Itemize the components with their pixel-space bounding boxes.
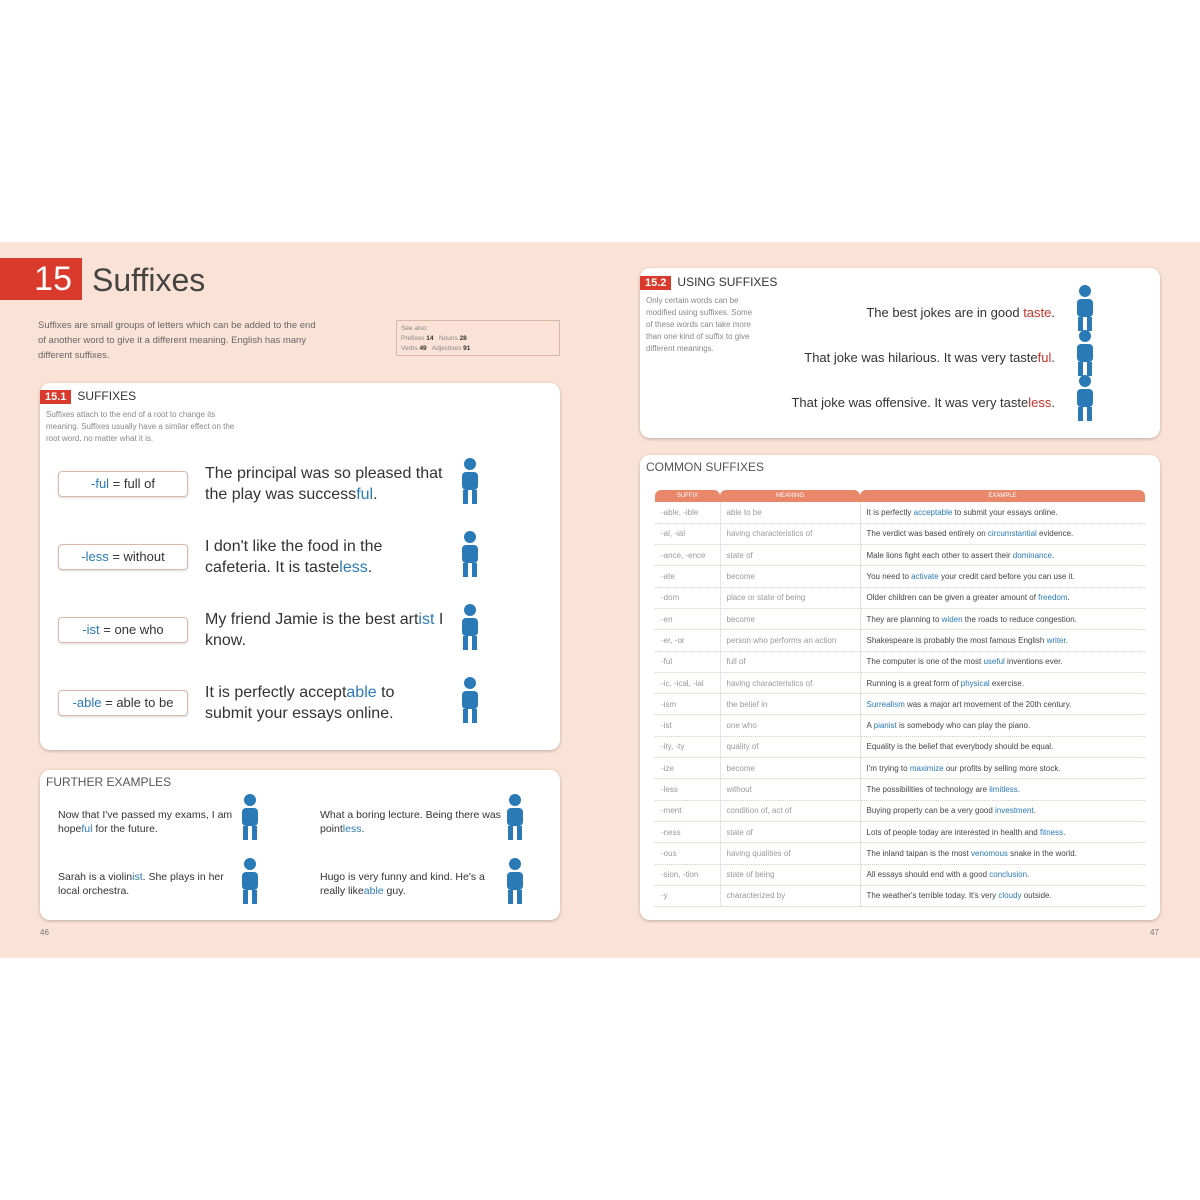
example-cell [860, 736, 1145, 757]
example-highlight: investment [995, 806, 1034, 816]
using-suffix-sentence [791, 396, 1055, 410]
further-examples-panel [40, 770, 560, 920]
further-example [320, 870, 510, 898]
meaning-cell: state of [720, 821, 860, 842]
suffix-cell: -al, -ial [655, 523, 720, 544]
example-highlight: physical [960, 678, 990, 688]
suffix-pill [58, 544, 188, 570]
meaning-cell: state of [720, 545, 860, 566]
section-15-2-panel [640, 268, 1160, 438]
common-title: COMMON SUFFIXES [646, 460, 765, 474]
table-row [655, 566, 1145, 587]
sentence-text: . [1051, 395, 1055, 410]
table-row [655, 843, 1145, 864]
sentence-text: The principal was so pleased that the play was success [205, 465, 443, 503]
example-text: exercise. [989, 678, 1024, 688]
meaning-cell: characterized by [720, 885, 860, 906]
suffix-cell: -dom [655, 587, 720, 608]
suffix-pill [58, 617, 188, 643]
table-row [655, 821, 1145, 842]
header-meaning: MEANING [720, 490, 860, 502]
further-example [58, 870, 248, 898]
suffix-cell: -en [655, 608, 720, 629]
further-example [58, 808, 248, 836]
example-text: Equality is the belief that everybody should be equal. [866, 742, 1054, 752]
example-cell [860, 630, 1145, 651]
example-text: The possibilities of technology are [866, 785, 990, 794]
suffix-highlight: ful [81, 823, 93, 835]
see-also-num: 14 [426, 335, 434, 342]
example-text: evidence. [1036, 529, 1074, 539]
example-text: I'm trying to [866, 763, 910, 773]
table-row [655, 864, 1145, 885]
example-highlight: freedom [1038, 593, 1068, 603]
example-highlight: useful [983, 657, 1005, 667]
sentence-text: I don't like the food in the cafeteria. It is taste [205, 538, 383, 576]
suffix-highlight: able [346, 684, 377, 701]
sentence-text: . [367, 559, 373, 576]
sentence-text: . She plays in her local orchestra. [58, 871, 224, 897]
further-example [320, 808, 510, 836]
example-text: Older children can be given a greater amount of [866, 593, 1039, 603]
meaning-cell: condition of, act of [720, 800, 860, 821]
suffix-label: -less [81, 549, 109, 564]
section-intro: Suffixes attach to the end of a root to change its meaning. Suffixes usually have a similar effect on the root word, no matter what it is. [46, 410, 235, 443]
example-cell [860, 864, 1145, 885]
table-row [655, 672, 1145, 693]
illustration-icon [450, 602, 490, 657]
example-sentence [205, 463, 445, 505]
suffix-highlight: ful [1037, 350, 1052, 365]
see-also-label: See also: [401, 325, 429, 332]
table-row [655, 758, 1145, 779]
table-row [655, 694, 1145, 715]
example-highlight: widen [941, 614, 963, 624]
table-row [655, 715, 1145, 736]
suffix-cell: -er, -or [655, 630, 720, 651]
meaning-cell: able to be [720, 502, 860, 523]
header-suffix: SUFFIX [655, 490, 720, 502]
example-highlight: acceptable [913, 507, 953, 517]
example-highlight: circumstantial [987, 529, 1037, 539]
illustration-icon [230, 856, 270, 911]
example-text: outside. [1021, 891, 1052, 901]
header-example: EXAMPLE [860, 490, 1145, 502]
example-text: . [1063, 827, 1066, 837]
suffix-cell: -ism [655, 694, 720, 715]
example-text: They are planning to [866, 614, 942, 624]
suffix-cell: -ous [655, 843, 720, 864]
further-title: FURTHER EXAMPLES [46, 775, 172, 789]
see-also-item: Adjectives [431, 345, 462, 352]
suffix-cell: -able, -ible [655, 502, 720, 523]
example-text: The computer is one of the most [866, 657, 984, 667]
example-highlight: venomous [971, 848, 1008, 858]
example-highlight: fitness [1039, 827, 1064, 837]
section-badge: 15.2 [640, 276, 671, 290]
example-cell [860, 800, 1145, 821]
suffix-highlight: less [339, 559, 368, 576]
example-cell [860, 545, 1145, 566]
meaning-cell: become [720, 566, 860, 587]
section-title: USING SUFFIXES [677, 275, 778, 289]
illustration-icon [450, 529, 490, 584]
example-text: Male lions fight each other to assert their [866, 550, 1013, 560]
table-row [655, 651, 1145, 672]
using-suffix-sentence [804, 351, 1055, 365]
example-highlight: writer [1046, 635, 1066, 645]
example-text: . [1051, 550, 1055, 560]
example-cell [860, 523, 1145, 544]
example-text: . [1065, 635, 1068, 645]
table-row [655, 630, 1145, 651]
see-also-box [396, 320, 560, 356]
sentence-text: for the future. [92, 823, 158, 835]
example-cell [860, 885, 1145, 906]
suffix-highlight: less [1028, 395, 1052, 410]
sentence-text: guy. [383, 885, 406, 897]
example-text: was a major art movement of the 20th century. [904, 699, 1072, 709]
example-cell [860, 715, 1145, 736]
example-text: your credit card before you can use it. [938, 572, 1075, 582]
meaning-cell: become [720, 758, 860, 779]
example-highlight: dominance [1012, 550, 1052, 560]
page-number-left: 46 [40, 928, 49, 937]
meaning-cell: person who performs an action [720, 630, 860, 651]
meaning-cell: without [720, 779, 860, 800]
meaning-cell: full of [720, 651, 860, 672]
suffix-pill [58, 690, 188, 716]
sentence-text: What a boring lecture. Being there was point [320, 809, 501, 835]
meaning-cell: one who [720, 715, 860, 736]
example-highlight: limitless [989, 785, 1018, 794]
chapter-intro: Suffixes are small groups of letters which can be added to the end of another word to give it a different meaning. English has many different suffixes. [38, 320, 316, 361]
see-also-item: Prefixes [401, 335, 425, 342]
suffix-pill [58, 471, 188, 497]
suffix-cell: -ize [655, 758, 720, 779]
suffix-label: -ist [82, 622, 100, 637]
example-text: The verdict was based entirely on [866, 529, 988, 539]
table-row [655, 545, 1145, 566]
table-row [655, 587, 1145, 608]
suffix-cell: -ful [655, 651, 720, 672]
example-text: . [1033, 806, 1036, 816]
example-cell [860, 587, 1145, 608]
table-row [655, 736, 1145, 757]
example-text: . [1027, 870, 1030, 880]
illustration-icon [495, 856, 535, 911]
suffix-cell: -ity, -ty [655, 736, 720, 757]
suffix-cell: -sion, -tion [655, 864, 720, 885]
meaning-cell: state of being [720, 864, 860, 885]
meaning-cell: having characteristics of [720, 523, 860, 544]
suffix-cell: -ness [655, 821, 720, 842]
example-highlight: Surrealism [866, 699, 905, 709]
example-text: All essays should end with a good [866, 870, 990, 880]
page-number-right: 47 [1150, 928, 1159, 937]
suffix-highlight: ist [418, 611, 435, 628]
table-row [655, 523, 1145, 544]
meaning-cell: place or state of being [720, 587, 860, 608]
suffix-cell: -y [655, 885, 720, 906]
suffix-meaning: = able to be [101, 695, 174, 710]
example-text: inventions ever. [1004, 657, 1063, 667]
suffix-highlight: able [363, 885, 384, 897]
suffix-cell: -ance, -ence [655, 545, 720, 566]
using-suffix-sentence [866, 306, 1055, 320]
example-text: You need to [866, 572, 912, 582]
sentence-text: Sarah is a violin [58, 871, 133, 883]
sentence-text: It is perfectly accept [205, 684, 347, 701]
suffix-highlight: taste [1023, 305, 1052, 320]
example-text: The inland taipan is the most [866, 848, 972, 858]
illustration-icon [450, 456, 490, 511]
example-highlight: conclusion [989, 870, 1028, 880]
suffix-meaning: = one who [99, 622, 164, 637]
example-text: It is perfectly [866, 507, 914, 517]
sentence-text: . [373, 486, 378, 503]
example-sentence [205, 682, 445, 724]
example-cell [860, 694, 1145, 715]
example-cell [860, 566, 1145, 587]
example-text: . [1017, 785, 1020, 794]
example-cell [860, 843, 1145, 864]
meaning-cell: quality of [720, 736, 860, 757]
example-cell [860, 672, 1145, 693]
example-cell [860, 821, 1145, 842]
example-text: our profits by selling more stock. [943, 763, 1061, 773]
suffix-label: -able [72, 695, 102, 710]
example-text: Lots of people today are interested in health and [866, 827, 1040, 837]
sentence-text: Now that I've passed my exams, I am hope [58, 809, 233, 835]
table-row [655, 608, 1145, 629]
table-row [655, 502, 1145, 523]
suffix-highlight: ful [356, 486, 374, 503]
chapter-number: 15 [0, 258, 82, 300]
see-also-item: Nouns [438, 335, 458, 342]
suffix-label: -ful [91, 476, 110, 491]
example-cell [860, 779, 1145, 800]
sentence-text: Hugo is very funny and kind. He's a really like [320, 871, 485, 897]
example-text: Running is a great form of [866, 678, 961, 688]
example-text: Shakespeare is probably the most famous English [866, 635, 1047, 645]
example-highlight: pianist [873, 721, 897, 731]
section-badge: 15.1 [40, 390, 71, 404]
table-row [655, 779, 1145, 800]
example-text: snake in the world. [1007, 848, 1077, 858]
section-15-1-panel [40, 383, 560, 750]
example-highlight: cloudy [998, 891, 1022, 901]
see-also-num: 28 [459, 335, 467, 342]
illustration-icon [1065, 373, 1105, 428]
section-intro: Only certain words can be modified using suffixes. Some of these words can take more than one kind of suffix to give different meanings. [646, 296, 753, 353]
sentence-text: That joke was hilarious. It was very taste [804, 350, 1038, 365]
table-row [655, 885, 1145, 906]
example-sentence [205, 536, 445, 578]
sentence-text: . [1051, 305, 1055, 320]
illustration-icon [450, 675, 490, 730]
example-text: Buying property can be a very good [866, 806, 996, 816]
see-also-num: 49 [419, 345, 427, 352]
sentence-text: That joke was offensive. It was very taste [791, 395, 1029, 410]
suffix-cell: -ate [655, 566, 720, 587]
sentence-text: The best jokes are in good [866, 305, 1024, 320]
sentence-text: I know. [205, 611, 444, 649]
illustration-icon [230, 792, 270, 847]
sentence-text: . [1051, 350, 1055, 365]
illustration-icon [495, 792, 535, 847]
meaning-cell: the belief in [720, 694, 860, 715]
suffix-cell: -ic, -ical, -ial [655, 672, 720, 693]
example-text: The weather's terrible today. It's very [866, 891, 999, 901]
meaning-cell: having qualities of [720, 843, 860, 864]
example-cell [860, 758, 1145, 779]
suffix-highlight: less [342, 823, 362, 835]
example-cell [860, 651, 1145, 672]
example-highlight: activate [911, 572, 939, 582]
common-suffixes-table [655, 490, 1145, 907]
suffix-cell: -ment [655, 800, 720, 821]
see-also-item: Verbs [401, 345, 418, 352]
example-text: . [1067, 593, 1070, 603]
meaning-cell: become [720, 608, 860, 629]
example-text: is somebody who can play the piano. [896, 721, 1031, 731]
suffix-cell: -ist [655, 715, 720, 736]
sentence-text: My friend Jamie is the best art [205, 611, 419, 628]
example-text: A [866, 721, 874, 731]
example-cell [860, 608, 1145, 629]
suffix-highlight: ist [132, 871, 143, 883]
suffix-cell: -less [655, 779, 720, 800]
meaning-cell: having characteristics of [720, 672, 860, 693]
suffix-meaning: = without [108, 549, 165, 564]
sentence-text: . [361, 823, 365, 835]
chapter-title: Suffixes [92, 262, 206, 298]
see-also-num: 91 [463, 345, 471, 352]
suffix-meaning: = full of [109, 476, 155, 491]
example-cell [860, 502, 1145, 523]
table-row [655, 800, 1145, 821]
section-title: SUFFIXES [77, 389, 137, 403]
example-sentence [205, 609, 445, 651]
example-text: the roads to reduce congestion. [962, 614, 1077, 624]
sentence-text: to submit your essays online. [205, 684, 395, 722]
example-text: to submit your essays online. [952, 507, 1058, 517]
example-highlight: maximize [909, 763, 944, 773]
